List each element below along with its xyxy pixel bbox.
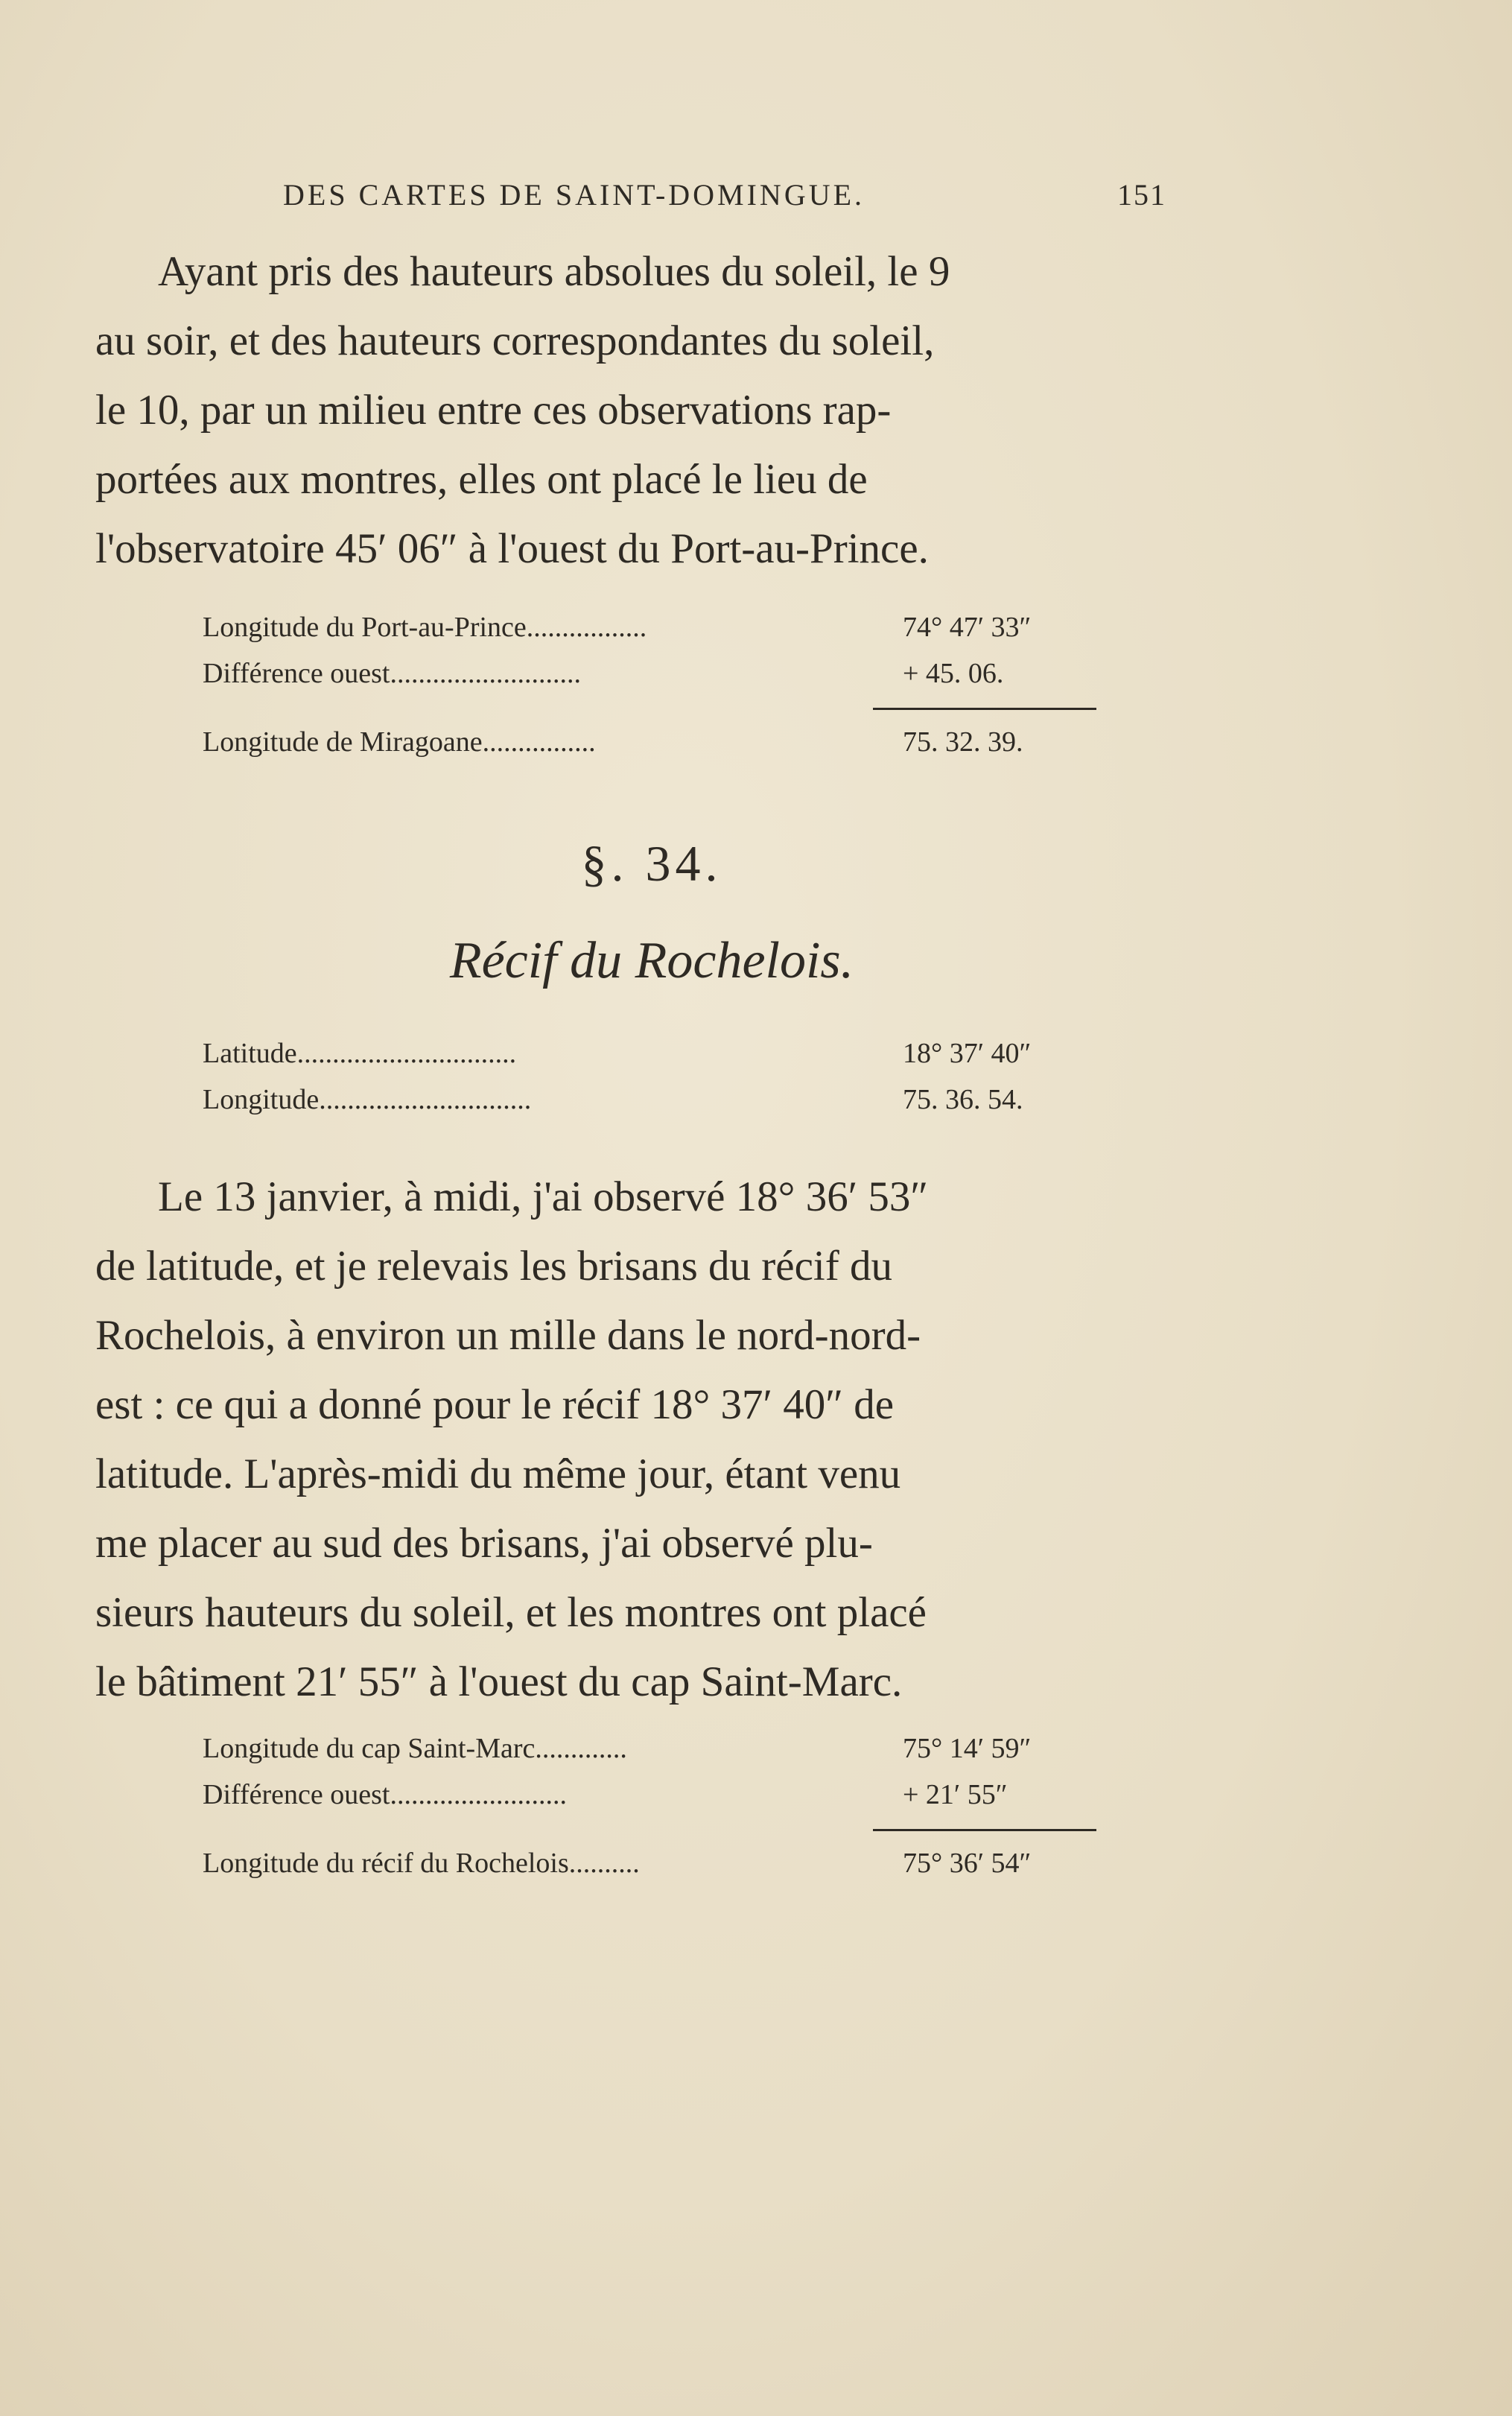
total-value: 75° 36′ 54″ bbox=[903, 1848, 1032, 1879]
text-line: sieurs hauteurs du soleil, et les montres ont placé bbox=[95, 1589, 927, 1636]
page-number: 151 bbox=[1117, 178, 1166, 212]
longitude-table-miragoane bbox=[203, 611, 1096, 772]
paragraph-observation-rochelois bbox=[95, 1162, 1205, 1716]
row-value: + 21′ 55″ bbox=[903, 1779, 1008, 1810]
table-row bbox=[203, 1778, 1096, 1824]
section-title: Récif du Rochelois. bbox=[449, 932, 854, 989]
row-value: 75° 14′ 59″ bbox=[903, 1733, 1032, 1764]
table-row bbox=[203, 657, 1096, 703]
sum-rule bbox=[203, 1824, 1096, 1847]
row-label: Différence ouest......................... bbox=[203, 1779, 567, 1810]
text-line: est : ce qui a donné pour le récif 18° 37′ 40″ de bbox=[95, 1381, 895, 1428]
row-value: 74° 47′ 33″ bbox=[903, 612, 1032, 643]
longitude-table-rochelois bbox=[203, 1732, 1096, 1893]
row-label: Longitude du cap Saint-Marc............. bbox=[203, 1733, 627, 1764]
text-line: portées aux montres, elles ont placé le lieu de bbox=[95, 456, 868, 503]
paragraph-observation-miragoane bbox=[95, 237, 1205, 583]
row-label: Longitude.............................. bbox=[203, 1084, 532, 1115]
table-total-row bbox=[203, 1847, 1096, 1893]
text-line: de latitude, et je relevais les brisans du récif du bbox=[95, 1243, 892, 1290]
text-line: le 10, par un milieu entre ces observations rap- bbox=[95, 387, 892, 434]
text-line: Le 13 janvier, à midi, j'ai observé 18° 36′ 53″ bbox=[158, 1173, 929, 1220]
sum-rule bbox=[203, 703, 1096, 726]
table-total-row bbox=[203, 726, 1096, 772]
table-row bbox=[203, 1732, 1096, 1778]
text-line: au soir, et des hauteurs correspondantes du soleil, bbox=[95, 317, 935, 364]
text-line: le bâtiment 21′ 55″ à l'ouest du cap Saint-Marc. bbox=[95, 1658, 903, 1705]
text-line: l'observatoire 45′ 06″ à l'ouest du Port-au-Prince. bbox=[95, 525, 929, 572]
table-row bbox=[203, 1083, 1096, 1129]
row-value: + 45. 06. bbox=[903, 658, 1004, 689]
row-label: Longitude du Port-au-Prince................. bbox=[203, 612, 647, 643]
section-number: §. 34. bbox=[581, 835, 722, 892]
row-value: 18° 37′ 40″ bbox=[903, 1038, 1032, 1069]
row-value: 75. 36. 54. bbox=[903, 1084, 1023, 1115]
total-label: Longitude de Miragoane................ bbox=[203, 726, 596, 758]
table-row bbox=[203, 611, 1096, 657]
text-line: me placer au sud des brisans, j'ai observé plu- bbox=[95, 1520, 873, 1567]
text-line: Ayant pris des hauteurs absolues du soleil, le 9 bbox=[158, 248, 950, 295]
coordinates-table-rochelois bbox=[203, 1037, 1096, 1129]
total-value: 75. 32. 39. bbox=[903, 726, 1023, 758]
running-title: DES CARTES DE SAINT-DOMINGUE. bbox=[283, 178, 865, 212]
table-row bbox=[203, 1037, 1096, 1083]
row-label: Différence ouest........................... bbox=[203, 658, 581, 689]
text-line: Rochelois, à environ un mille dans le nord-nord- bbox=[95, 1312, 921, 1359]
row-label: Latitude............................... bbox=[203, 1038, 517, 1069]
text-line: latitude. L'après-midi du même jour, étant venu bbox=[95, 1450, 901, 1497]
total-label: Longitude du récif du Rochelois.......... bbox=[203, 1848, 640, 1879]
